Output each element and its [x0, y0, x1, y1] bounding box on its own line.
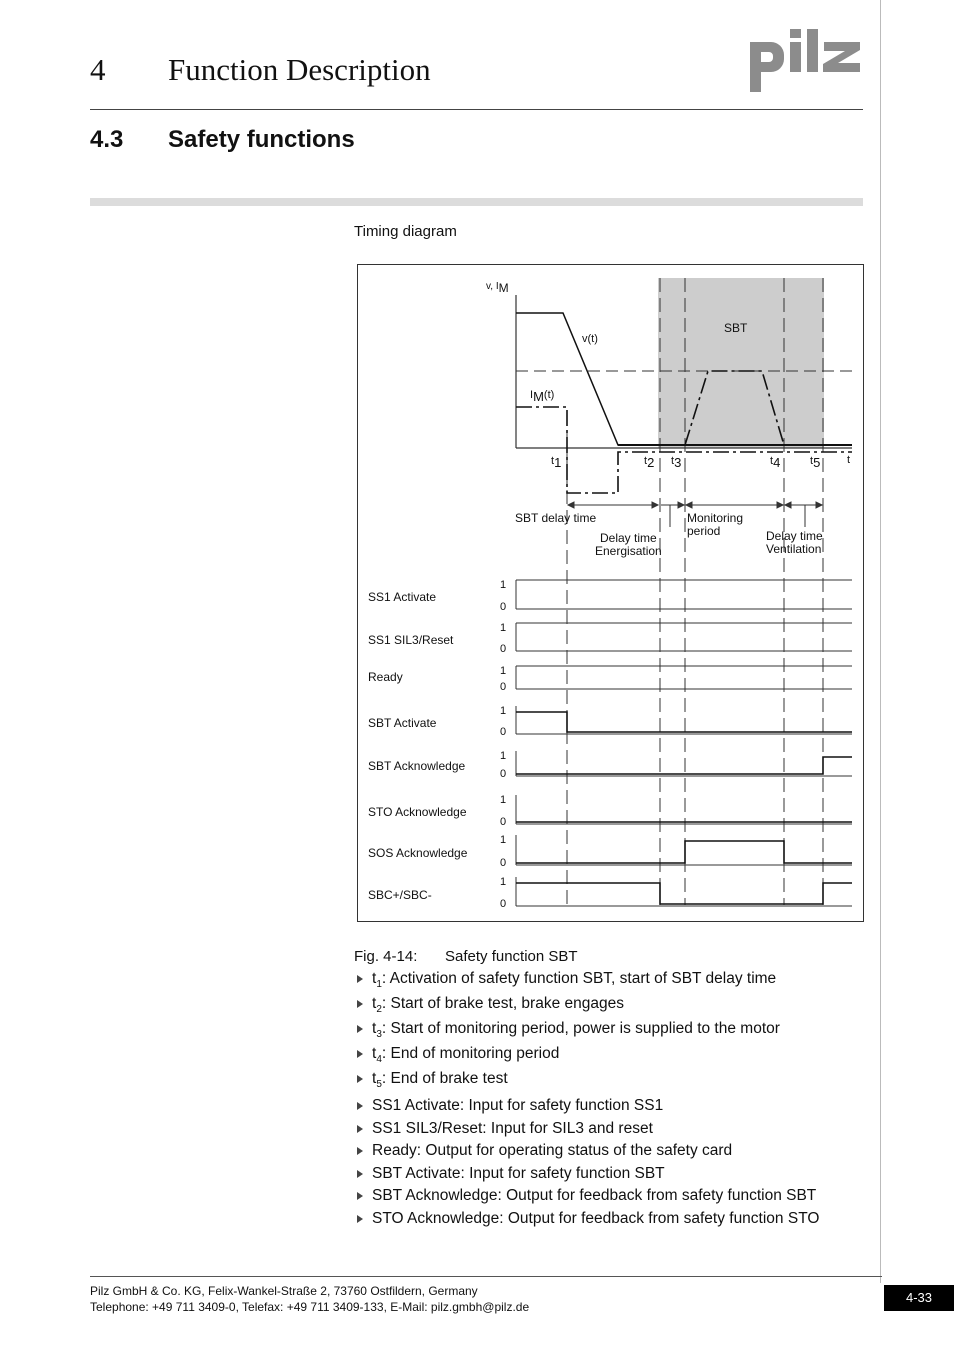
level-low-label: 0: [500, 681, 507, 693]
chapter-number: 4: [90, 52, 106, 87]
list-item: $t_5$: End of brake test: [354, 1070, 854, 1097]
sbt-label: SBT: [724, 321, 748, 335]
signal-label: SOS Acknowledge: [368, 846, 468, 860]
level-high-label: 1: [500, 705, 507, 717]
footer-address: Pilz GmbH & Co. KG, Felix-Wankel-Straße 2, 73760 Ostfildern, Germany: [90, 1284, 478, 1298]
im-label: IM(t): [530, 389, 555, 404]
v-label: v(t): [582, 333, 598, 345]
signal-label: SBT Acknowledge: [368, 759, 466, 773]
level-high-label: 1: [500, 876, 507, 888]
level-high-label: 1: [500, 750, 507, 762]
list-item: $t_2$: Start of brake test, brake engages: [354, 995, 854, 1020]
level-low-label: 0: [500, 857, 507, 869]
signal-trace: [516, 757, 852, 774]
t1-label: t1: [551, 455, 562, 470]
t-axis-label: t: [847, 454, 851, 466]
signal-label: Ready: [368, 670, 403, 684]
pilz-logo: [748, 28, 864, 92]
footer-contact: Telephone: +49 711 3409-0, Telefax: +49 711 3409-133, E-Mail: pilz.gmbh@pilz.de: [90, 1300, 530, 1314]
level-low-label: 0: [500, 768, 507, 780]
level-low-label: 0: [500, 643, 507, 655]
figure-label: Fig. 4-14:: [354, 948, 418, 965]
list-item: $t_1$: Activation of safety function SBT, start of SBT delay time: [354, 970, 854, 995]
diagram-heading: Timing diagram: [354, 223, 457, 240]
svg-text:Monitoring: Monitoring: [687, 511, 744, 525]
t5-label: t5: [810, 455, 821, 470]
level-low-label: 0: [500, 816, 507, 828]
list-item: SBT Activate: Input for safety function SBT: [354, 1165, 854, 1188]
signal-label: SBC+/SBC-: [368, 888, 432, 902]
header-rule: [90, 109, 863, 110]
t2-label: t2: [644, 455, 655, 470]
signal-label: SS1 SIL3/Reset: [368, 633, 454, 647]
section-divider: [90, 198, 863, 206]
figure-title: Safety function SBT: [445, 948, 578, 965]
list-item: Ready: Output for operating status of the safety card: [354, 1142, 854, 1165]
signal-label: SS1 Activate: [368, 590, 437, 604]
list-item: SS1 Activate: Input for safety function SS1: [354, 1097, 854, 1120]
section-number: 4.3: [90, 126, 124, 153]
signal-trace: [516, 883, 852, 904]
list-item: STO Acknowledge: Output for feedback from safety function STO: [354, 1210, 854, 1233]
list-item: $t_4$: End of monitoring period: [354, 1045, 854, 1070]
list-item: SBT Acknowledge: Output for feedback from safety function SBT: [354, 1187, 854, 1210]
figure-caption: [354, 948, 578, 965]
section-title: Safety functions: [168, 126, 355, 153]
footer-rule: [90, 1276, 882, 1277]
sbt-delay-label: SBT delay time: [515, 511, 597, 525]
sbt-region: [658, 278, 824, 448]
svg-text:v, IM: v, IM: [486, 281, 509, 295]
legend-list: [354, 970, 854, 1232]
level-low-label: 0: [500, 601, 507, 613]
svg-text:Delay time: Delay time: [600, 531, 657, 545]
signal-label: SBT Activate: [368, 716, 437, 730]
timing-diagram: [357, 264, 864, 922]
svg-text:Energisation: Energisation: [595, 544, 662, 558]
signal-trace: [516, 841, 852, 863]
level-high-label: 1: [500, 794, 507, 806]
t3-label: t3: [671, 455, 682, 470]
signal-trace: [516, 712, 852, 732]
level-high-label: 1: [500, 834, 507, 846]
svg-text:Delay time: Delay time: [766, 529, 823, 543]
page-number: 4-33: [884, 1285, 954, 1311]
chapter-title: Function Description: [168, 52, 431, 87]
svg-text:Ventilation: Ventilation: [766, 542, 822, 556]
svg-text:period: period: [687, 524, 721, 538]
list-item: $t_3$: Start of monitoring period, power is supplied to the motor: [354, 1020, 854, 1045]
signal-label: STO Acknowledge: [368, 805, 467, 819]
list-item: SS1 SIL3/Reset: Input for SIL3 and reset: [354, 1120, 854, 1143]
margin-line: [880, 0, 881, 1283]
level-high-label: 1: [500, 665, 507, 677]
t4-label: t4: [770, 455, 781, 470]
level-low-label: 0: [500, 726, 507, 738]
level-high-label: 1: [500, 622, 507, 634]
level-low-label: 0: [500, 898, 507, 910]
level-high-label: 1: [500, 579, 507, 591]
